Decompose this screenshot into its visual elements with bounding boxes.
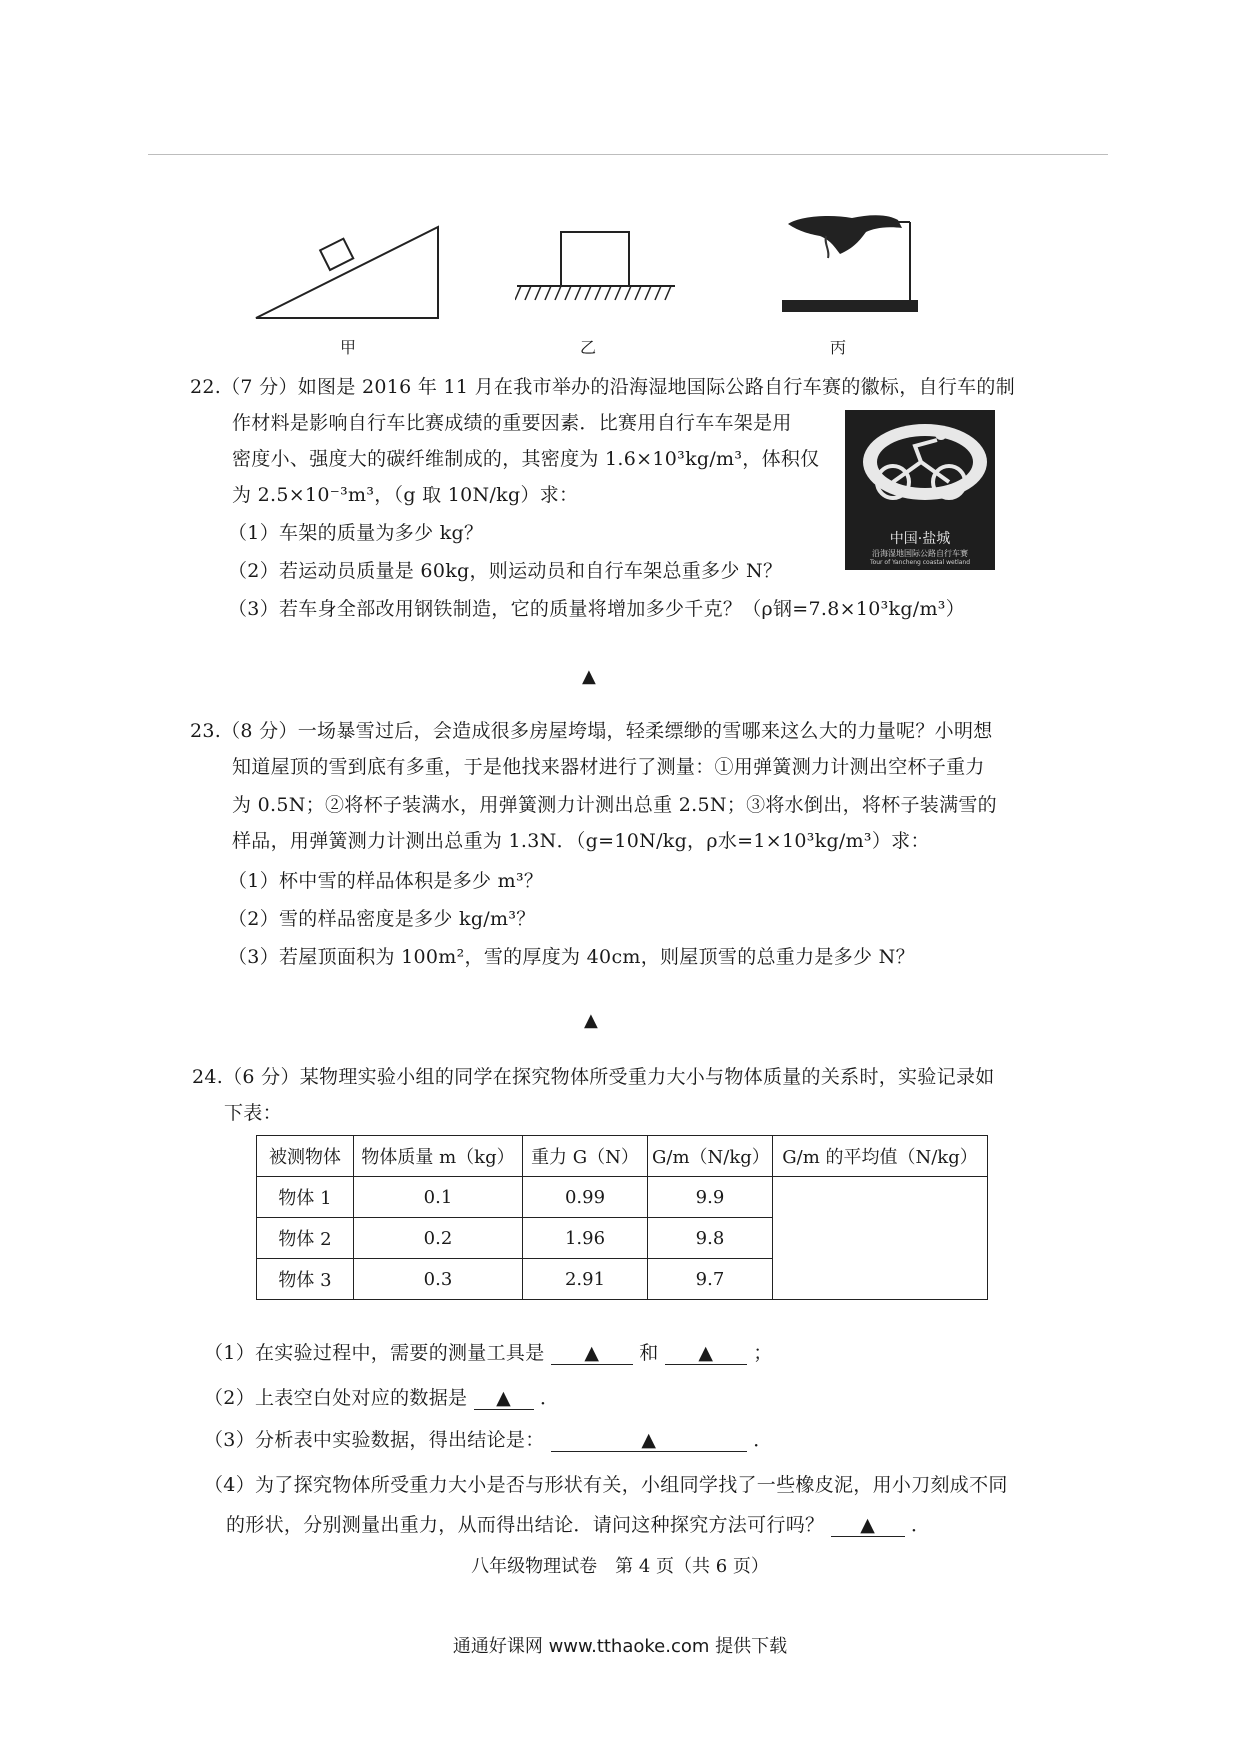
- q24-line-2: 下表：: [224, 1102, 282, 1124]
- figure-label-jia: 甲: [340, 338, 357, 357]
- ground-hatch-mark: [605, 286, 611, 300]
- table-header: 物体质量 m（kg）: [354, 1136, 523, 1177]
- table-cell: 0.1: [354, 1177, 523, 1218]
- q22-line-1: 22.（7 分）如图是 2016 年 11 月在我市举办的沿海湿地国际公路自行车赛的徽标，自行车的制: [190, 376, 1016, 398]
- q23-line-1: 23.（8 分）一场暴雪过后，会造成很多房屋垮塌，轻柔缥缈的雪哪来这么大的力量呢？小明想: [190, 720, 993, 742]
- ground-hatch-mark: [565, 286, 571, 300]
- q23-line-2: 知道屋顶的雪到底有多重，于是他找来器材进行了测量：①用弹簧测力计测出空杯子重力: [232, 756, 985, 778]
- ground-hatch-mark: [585, 286, 591, 300]
- ground-hatch-mark: [655, 286, 661, 300]
- race-logo: [845, 410, 995, 570]
- ground-hatch-mark: [615, 286, 621, 300]
- average-blank-cell: [773, 1177, 988, 1300]
- q22-sub-1: （1）车架的质量为多少 kg？: [228, 522, 484, 544]
- cyclist-icon: [845, 410, 995, 530]
- q24-sub-1-end: ；: [753, 1342, 773, 1364]
- ground-hatch-mark: [635, 286, 641, 300]
- q24-sub-1: [204, 1338, 773, 1365]
- answer-blank[interactable]: ▲: [474, 1387, 534, 1410]
- ground-hatch-mark: [535, 286, 541, 300]
- flat-surface-figure: [515, 228, 680, 308]
- table-header: 重力 G（N）: [523, 1136, 648, 1177]
- data-table: [256, 1135, 988, 1300]
- q23-sub-1: （1）杯中雪的样品体积是多少 m³？: [228, 870, 544, 892]
- q24-sub-2-end: ．: [539, 1387, 560, 1409]
- q24-sub-3-text: （3）分析表中实验数据，得出结论是：: [204, 1429, 545, 1451]
- table-header: G/m 的平均值（N/kg）: [773, 1136, 988, 1177]
- q22-line-2: 作材料是影响自行车比赛成绩的重要因素．比赛用自行车车架是用: [232, 412, 792, 434]
- table-header: 被测物体: [257, 1136, 354, 1177]
- table-cell: 物体 1: [257, 1177, 354, 1218]
- table-cell: 1.96: [523, 1218, 648, 1259]
- table-header: G/m（N/kg）: [648, 1136, 773, 1177]
- ground-hatch-mark: [595, 286, 601, 300]
- q24-sub-4-line-1: （4）为了探究物体所受重力大小是否与形状有关，小组同学找了一些橡皮泥，用小刀刻成不同: [204, 1474, 1008, 1496]
- table-cell: 0.99: [523, 1177, 648, 1218]
- page-footer: 八年级物理试卷 第 4 页（共 6 页）: [471, 1556, 769, 1577]
- ground-hatch-mark: [555, 286, 561, 300]
- q24-sub-4-line-2: [226, 1510, 930, 1537]
- table-cell: 0.2: [354, 1218, 523, 1259]
- q24-sub-4-end: ．: [911, 1514, 931, 1536]
- figure-label-bing: 丙: [830, 338, 847, 357]
- q23-sub-2: （2）雪的样品密度是多少 kg/m³？: [228, 908, 536, 930]
- answer-blank[interactable]: ▲: [551, 1342, 633, 1365]
- q24-sub-4-text: 的形状，分别测量出重力，从而得出结论．请问这种探究方法可行吗？: [226, 1514, 825, 1536]
- answer-blank[interactable]: ▲: [665, 1342, 747, 1365]
- logo-subtitle: 沿海湿地国际公路自行车赛: [872, 549, 968, 558]
- table-cell: 0.3: [354, 1259, 523, 1300]
- q24-sub-3: [204, 1425, 773, 1452]
- ground-hatch-mark: [625, 286, 631, 300]
- q23-line-4: 样品，用弹簧测力计测出总重为 1.3N．（g=10N/kg，ρ水=1×10³kg/m³）求：: [232, 830, 930, 852]
- q22-line-4: 为 2.5×10⁻³m³，（g 取 10N/kg）求：: [232, 484, 579, 506]
- ground-hatch-mark: [645, 286, 651, 300]
- table-header-row: [257, 1136, 988, 1177]
- table-cell: 9.9: [648, 1177, 773, 1218]
- table-cell: 9.7: [648, 1259, 773, 1300]
- q22-line-3: 密度小、强度大的碳纤维制成的，其密度为 1.6×10³kg/m³，体积仅: [232, 448, 820, 470]
- table-row: [257, 1177, 988, 1218]
- q23-line-3: 为 0.5N；②将杯子装满水，用弹簧测力计测出总重 2.5N；③将水倒出，将杯子装满雪的: [232, 794, 997, 816]
- ground-hatch-mark: [525, 286, 531, 300]
- top-rule: [148, 154, 1108, 155]
- ground-hatch-mark: [575, 286, 581, 300]
- incline-figure: [250, 215, 450, 325]
- logo-english: Tour of Yancheng coastal wetland: [869, 559, 971, 566]
- q23-sub-3: （3）若屋顶面积为 100m²，雪的厚度为 40cm，则屋顶雪的总重力是多少 N？: [228, 946, 915, 968]
- download-site-note: 通通好课网 www.tthaoke.com 提供下载: [452, 1636, 788, 1657]
- answer-blank[interactable]: ▲: [831, 1514, 905, 1537]
- ground-hatch-mark: [665, 286, 671, 300]
- q22-sub-2: （2）若运动员质量是 60kg，则运动员和自行车架总重多少 N？: [228, 560, 783, 582]
- table-cell: 9.8: [648, 1218, 773, 1259]
- ground-hatch-mark: [515, 286, 521, 300]
- figure-label-yi: 乙: [580, 338, 597, 357]
- q22-sub-3: （3）若车身全部改用钢铁制造，它的质量将增加多少千克？（ρ钢=7.8×10³kg/m³）: [228, 598, 966, 620]
- answer-blank[interactable]: ▲: [551, 1429, 747, 1452]
- q23-answer-mark: ▲: [584, 1010, 598, 1031]
- q24-line-1: 24.（6 分）某物理实验小组的同学在探究物体所受重力大小与物体质量的关系时，实验记录如: [192, 1066, 995, 1088]
- ground-hatch-mark: [545, 286, 551, 300]
- q24-sub-3-end: ．: [753, 1429, 773, 1451]
- table-cell: 物体 3: [257, 1259, 354, 1300]
- table-cell: 2.91: [523, 1259, 648, 1300]
- q24-sub-1-text: （1）在实验过程中，需要的测量工具是: [204, 1342, 545, 1364]
- q24-sub-2: [204, 1383, 559, 1410]
- q24-sub-2-text: （2）上表空白处对应的数据是: [204, 1387, 468, 1409]
- q22-answer-mark: ▲: [582, 666, 596, 687]
- hanging-object-figure: [770, 210, 925, 320]
- logo-title: 中国·盐城: [889, 531, 951, 547]
- table-cell: 物体 2: [257, 1218, 354, 1259]
- q24-sub-1-and: 和: [639, 1342, 659, 1364]
